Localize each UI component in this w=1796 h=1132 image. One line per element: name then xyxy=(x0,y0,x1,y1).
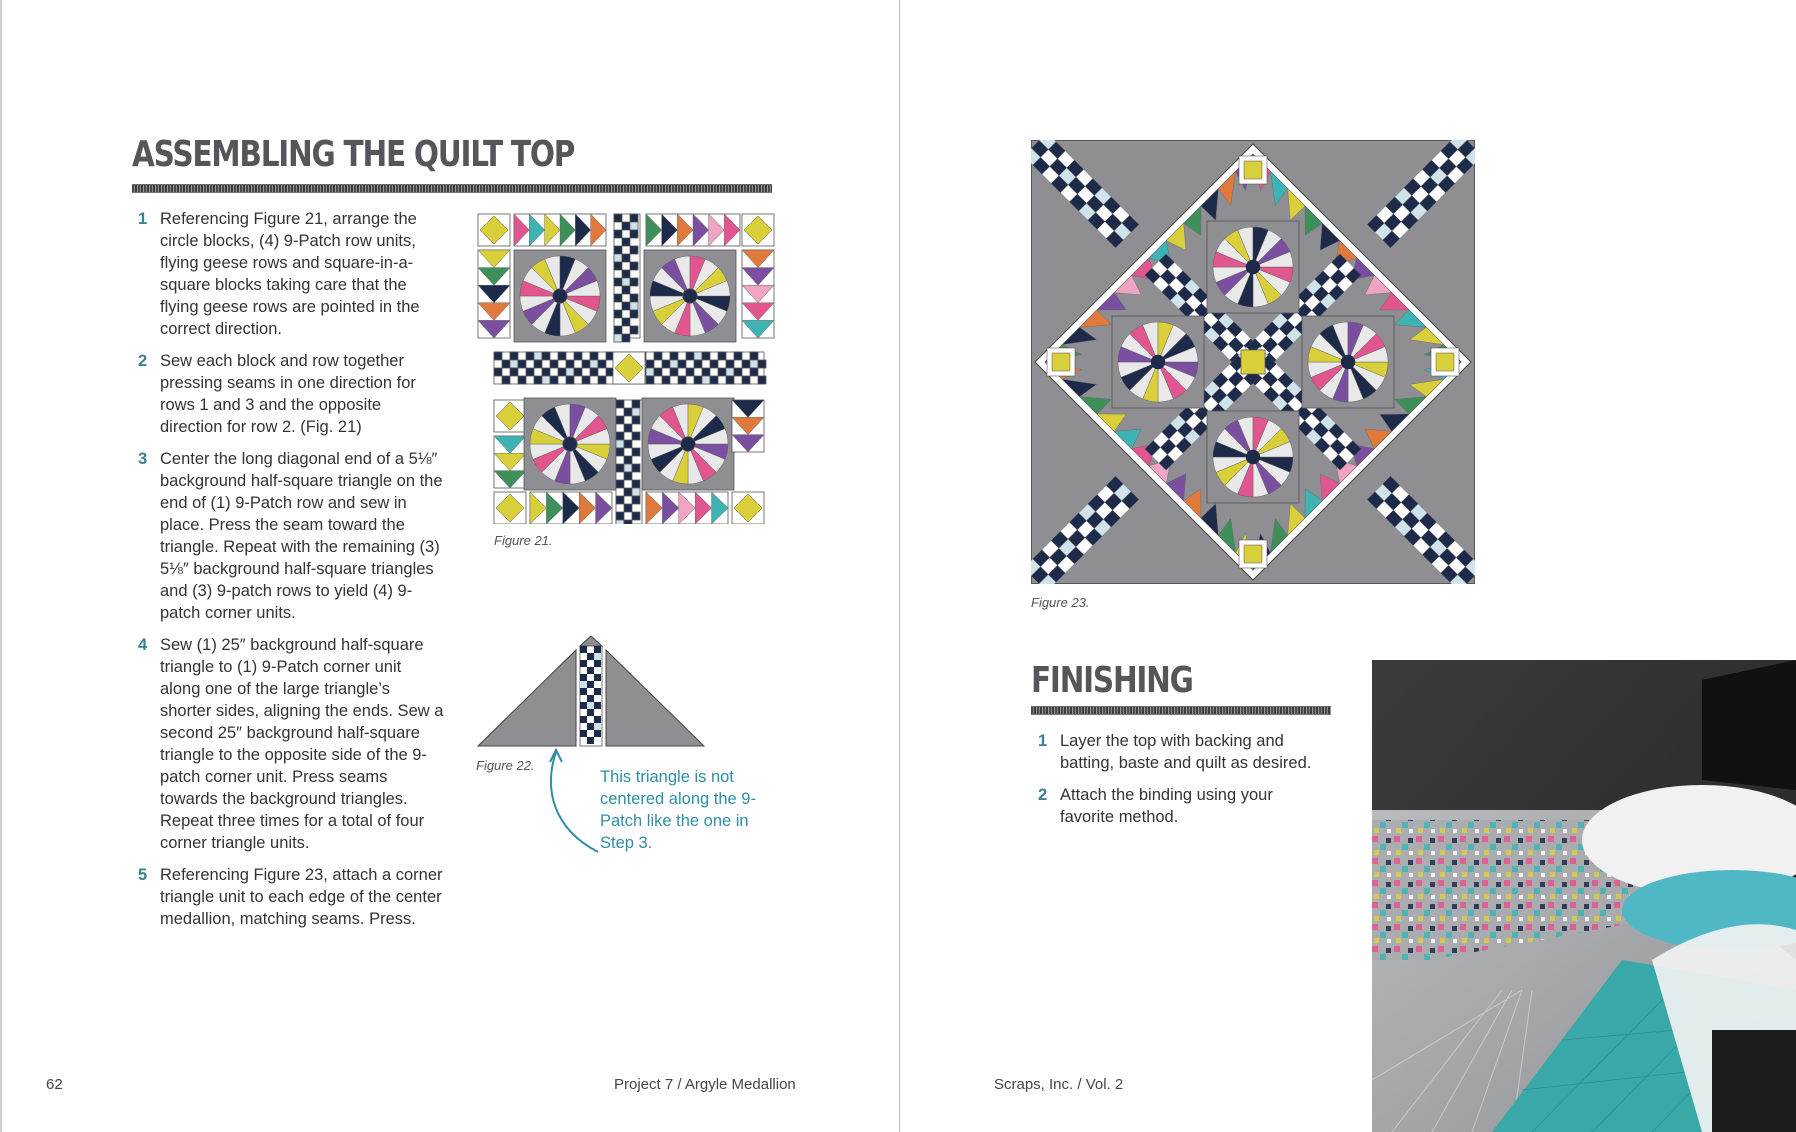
figure-22-note: This triangle is not centered along the 9-Patch like the one in Step 3. xyxy=(600,768,756,852)
finishing-rule xyxy=(1031,706,1331,715)
step-item: 3 Center the long diagonal end of a 5⅛″ background half-square triangle on the end of (1) 9-Patch row and sew in place. Press the seam toward the triangle. Repeat with the remaining (3) 5⅛″ background half-square triangles and (3) 9-patch rows to yield (4) 9-patch corner units. xyxy=(138,450,443,622)
figure-22-diagram xyxy=(476,636,708,748)
assembly-steps xyxy=(134,208,444,940)
figure-23-caption: Figure 23. xyxy=(1031,595,1090,610)
quilt-photo xyxy=(1372,660,1796,1132)
step-item: 2 Sew each block and row together pressing seams in one direction for rows 1 and 3 and the opposite direction for row 2. (Fig. 21) xyxy=(138,352,416,436)
section-title-finishing: FINISHING xyxy=(1031,660,1193,701)
figure-21-diagram xyxy=(476,212,776,524)
step-item: 2 Attach the binding using your favorite method. xyxy=(1038,786,1273,826)
left-running-footer: Project 7 / Argyle Medallion xyxy=(614,1076,796,1093)
step-item: 5 Referencing Figure 23, attach a corner triangle unit to each edge of the center medallion, matching seams. Press. xyxy=(138,866,443,928)
figure-22-caption: Figure 22. xyxy=(476,758,535,773)
step-item: 4 Sew (1) 25″ background half-square triangle to (1) 9-Patch corner unit along one of the large triangle’s shorter sides, aligning the ends. Sew a second 25″ background half-square triangle to the opposite side of the 9-patch corner unit. Press seams towards the background triangles. Repeat three times for a total of four corner triangle units. xyxy=(138,636,444,852)
right-running-footer: Scraps, Inc. / Vol. 2 xyxy=(994,1076,1124,1093)
finishing-steps xyxy=(1034,730,1324,838)
arrow-icon xyxy=(542,748,602,858)
step-item: 1 Layer the top with backing and batting, baste and quilt as desired. xyxy=(1038,732,1312,772)
page-number: 62 xyxy=(46,1076,63,1093)
title-rule xyxy=(132,184,772,193)
figure-21-caption: Figure 21. xyxy=(494,533,553,548)
section-title-assembling: ASSEMBLING THE QUILT TOP xyxy=(132,134,575,175)
figure-23-diagram xyxy=(1031,140,1475,584)
step-item: 1 Referencing Figure 21, arrange the circle blocks, (4) 9-Patch row units, flying geese rows and square-in-a-square blocks taking care that the flying geese rows are pointed in the correct direction. xyxy=(138,210,420,338)
